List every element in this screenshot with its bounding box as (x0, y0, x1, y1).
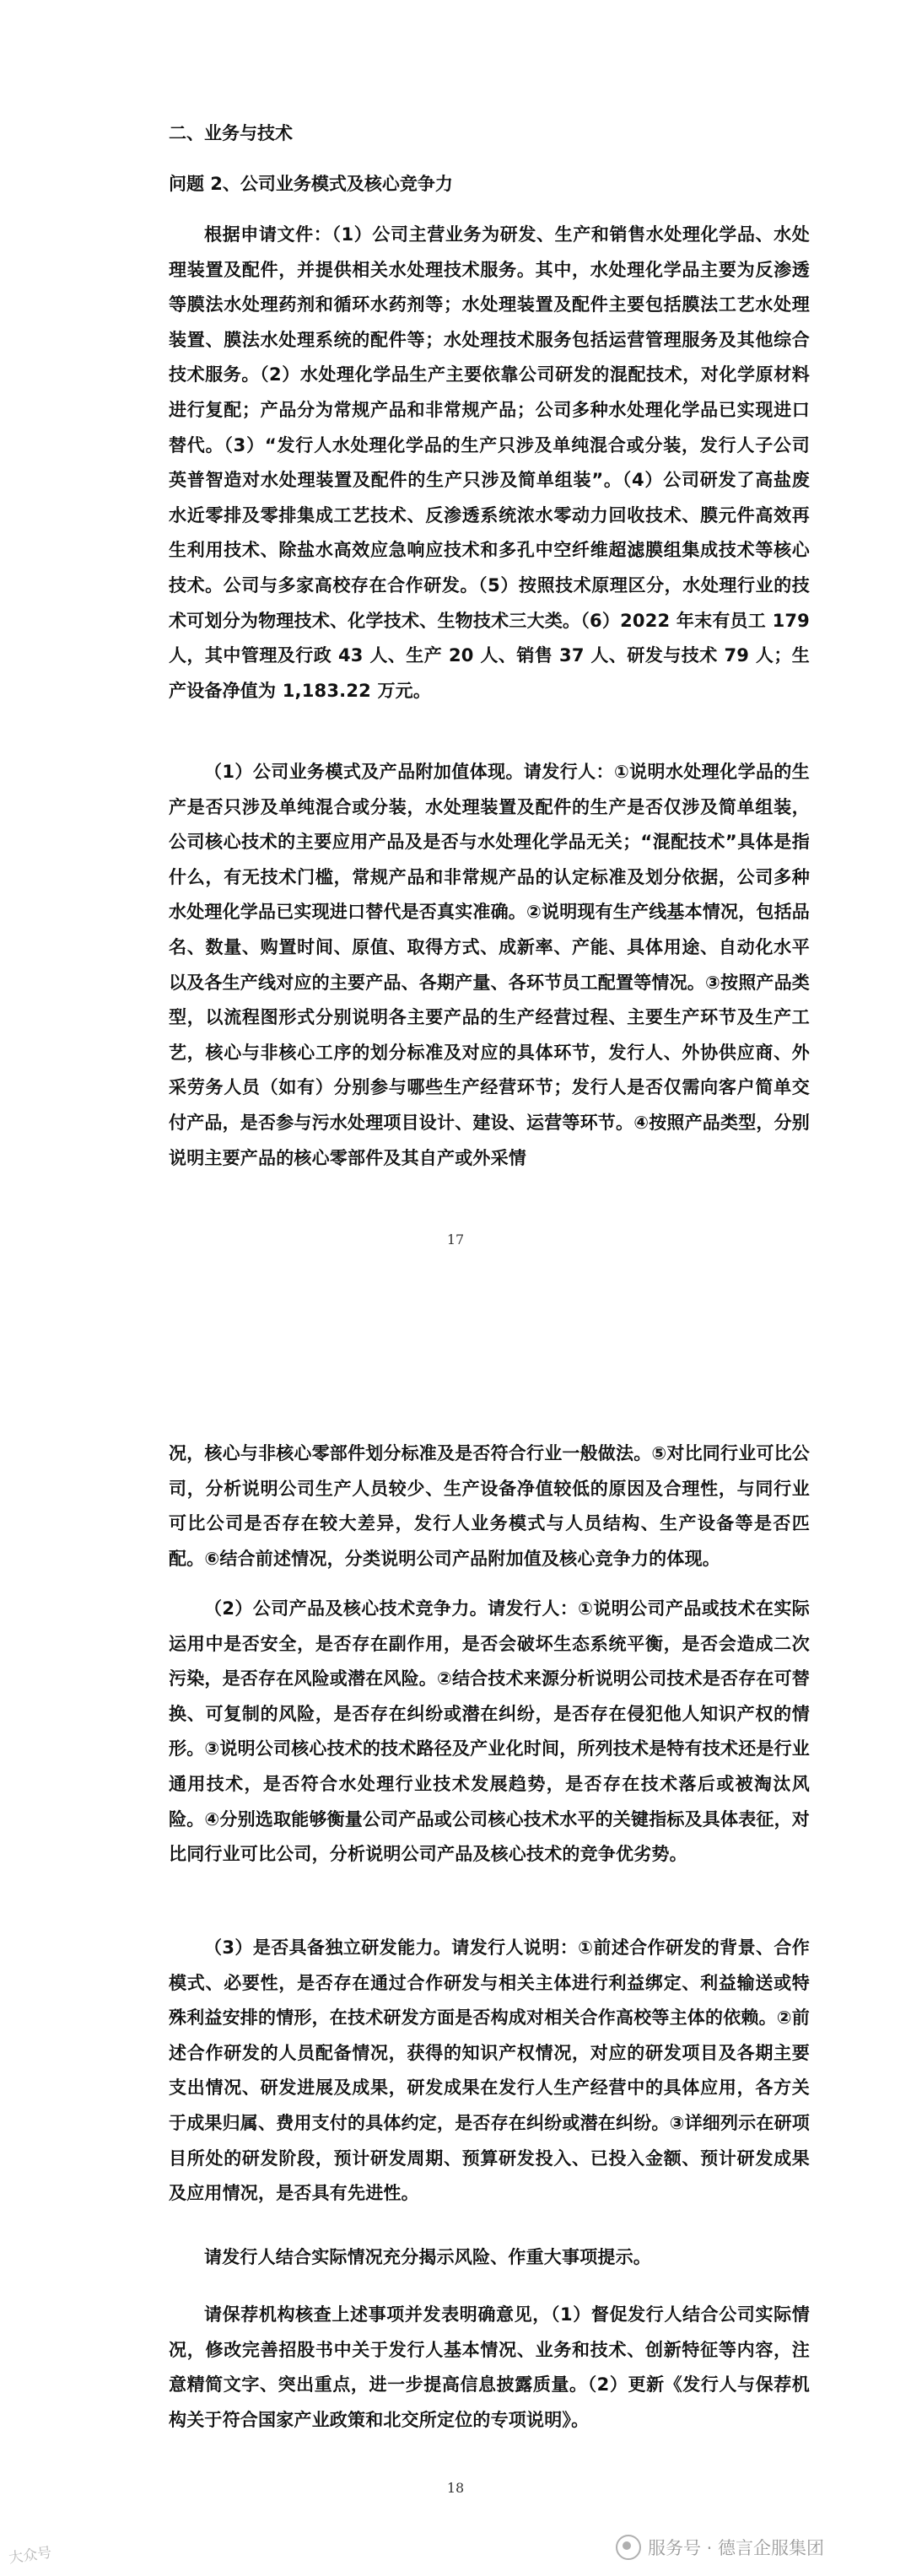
watermark-text: 服务号 · 德言企服集团 (648, 2538, 825, 2558)
question-part-1-block (169, 755, 810, 1176)
document-page-18 (0, 1265, 911, 2576)
paragraph-business-model: （1）公司业务模式及产品附加值体现。请发行人：①说明水处理化学品的生产是否只涉及单纯混合或分装，水处理装置及配件的生产是否仅涉及简单组装，公司核心技术的主要应用产品及是否与水处理化学品无关；“混配技术”具体是指什么，有无技术门槛，常规产品和非常规产品的认定标准及划分依据，公司多种水处理化学品已实现进口替代是否真实准确。②说明现有生产线基本情况，包括品名、数量、购置时间、原值、取得方式、成新率、产能、具体用途、自动化水平以及各生产线对应的主要产品、各期产量、各环节员工配置等情况。③按照产品类型，以流程图形式分别说明各主要产品的生产经营过程、主要生产环节及生产工艺，核心与非核心工序的划分标准及对应的具体环节，发行人、外协供应商、外采劳务人员（如有）分别参与哪些生产经营环节；发行人是否仅需向客户简单交付产品，是否参与污水处理项目设计、建设、运营等环节。④按照产品类型，分别说明主要产品的核心零部件及其自产或外采情 (169, 762, 810, 1168)
wechat-service-icon (616, 2535, 641, 2560)
paragraph-core-technology: （2）公司产品及核心技术竞争力。请发行人：①说明公司产品或技术在实际运用中是否安全，是否存在副作用，是否会破坏生态系统平衡，是否会造成二次污染，是否存在风险或潜在风险。②结合技术来源分析说明公司技术是否存在可替换、可复制的风险，是否存在纠纷或潜在纠纷，是否存在侵犯他人知识产权的情形。③说明公司核心技术的技术路径及产业化时间，所列技术是特有技术还是行业通用技术，是否符合水处理行业技术发展趋势，是否存在技术落后或被淘汰风险。④分别选取能够衡量公司产品或公司核心技术水平的关键指标及具体表征，对比同行业可比公司，分析说明公司产品及核心技术的竞争优劣势。 (169, 1598, 810, 1865)
service-account-watermark (616, 2535, 824, 2560)
page-number: 18 (446, 2480, 465, 2496)
section-title: 二、业务与技术 (169, 123, 293, 143)
paragraph-sponsor-verification: 请保荐机构核查上述事项并发表明确意见，（1）督促发行人结合公司实际情况，修改完善招股书中关于发行人基本情况、业务和技术、创新特征等内容，注意精简文字、突出重点，进一步提高信息披露质量。（2）更新《发行人与保荐机构关于符合国家产业政策和北交所定位的专项说明》。 (169, 2304, 810, 2430)
sponsor-verification-block (169, 2298, 810, 2438)
question-part-1-continued-block (169, 1436, 810, 1576)
question-part-2-block (169, 1592, 810, 1873)
corner-watermark: 大众号 (8, 2544, 53, 2568)
risk-disclosure-block (169, 2240, 810, 2276)
question-title: 问题 2、公司业务模式及核心竞争力 (169, 174, 453, 194)
paragraph-risk-disclosure: 请发行人结合实际情况充分揭示风险、作重大事项提示。 (204, 2247, 651, 2267)
question-part-3-block (169, 1931, 810, 2212)
paragraph-independent-rd: （3）是否具备独立研发能力。请发行人说明：①前述合作研发的背景、合作模式、必要性，是否存在通过合作研发与相关主体进行利益绑定、利益输送或特殊利益安排的情形，在技术研发方面是否构成对相关合作高校等主体的依赖。②前述合作研发的人员配备情况，获得的知识产权情况，对应的研发项目及各期主要支出情况、研发进展及成果，研发成果在发行人生产经营中的具体应用，各方关于成果归属、费用支付的具体约定，是否存在纠纷或潜在纠纷。③详细列示在研项目所处的研发阶段，预计研发周期、预算研发投入、已投入金额、预计研发成果及应用情况，是否具有先进性。 (169, 1937, 810, 2204)
document-page-17 (0, 0, 911, 1265)
paragraph-application-summary: 根据申请文件：（1）公司主营业务为研发、生产和销售水处理化学品、水处理装置及配件，并提供相关水处理技术服务。其中，水处理化学品主要为反渗透等膜法水处理药剂和循环水药剂等；水处理装置及配件主要包括膜法工艺水处理装置、膜法水处理系统的配件等；水处理技术服务包括运营管理服务及其他综合技术服务。（2）水处理化学品生产主要依靠公司研发的混配技术，对化学原材料进行复配；产品分为常规产品和非常规产品；公司多种水处理化学品已实现进口替代。（3）“发行人水处理化学品的生产只涉及单纯混合或分装，发行人子公司英普智造对水处理装置及配件的生产只涉及简单组装”。（4）公司研发了高盐废水近零排及零排集成工艺技术、反渗透系统浓水零动力回收技术、膜元件高效再生利用技术、除盐水高效应急响应技术和多孔中空纤维超滤膜组集成技术等核心技术。公司与多家高校存在合作研发。（5）按照技术原理区分，水处理行业的技术可划分为物理技术、化学技术、生物技术三大类。（6）2022 年末有员工 179 人，其中管理及行政 43 人、生产 20 人、销售 37 人、研发与技术 79 人；生产设备净值为 1,183.22 万元。 (169, 224, 810, 701)
intro-paragraph-block (169, 218, 810, 709)
page-number: 17 (446, 1231, 465, 1248)
paragraph-business-model-continued: 况，核心与非核心零部件划分标准及是否符合行业一般做法。⑤对比同行业可比公司，分析说明公司生产人员较少、生产设备净值较低的原因及合理性，与同行业可比公司是否存在较大差异，发行人业务模式与人员结构、生产设备等是否匹配。⑥结合前述情况，分类说明公司产品附加值及核心竞争力的体现。 (169, 1443, 810, 1569)
